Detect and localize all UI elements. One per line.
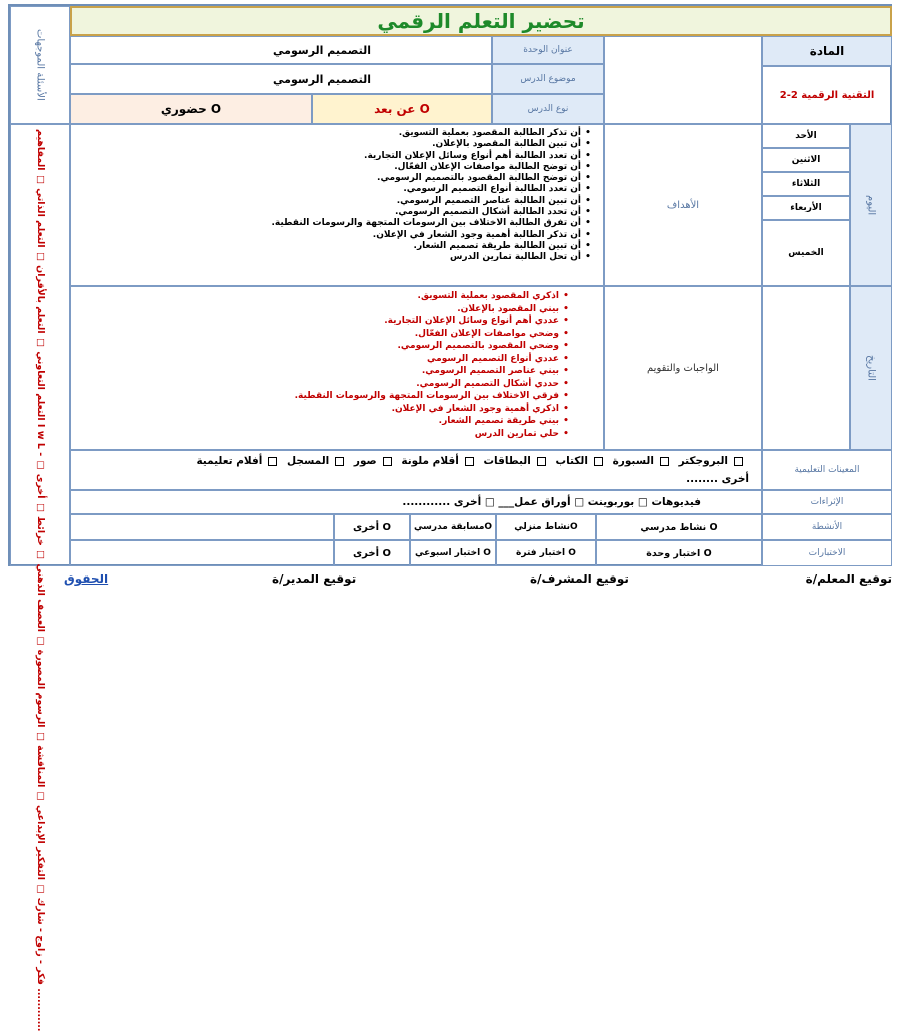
list-item: • بيني عناصر التصميم الرسومي. [71, 365, 573, 378]
list-item: • عددي أهم أنواع وسائل الإعلان التجارية. [71, 315, 573, 328]
assessment-label: الواجبات والتقويم [604, 286, 762, 450]
lesson-label: موضوع الدرس [492, 64, 604, 94]
list-item: • وضحي مواصفات الإعلان الفعّال. [71, 328, 573, 341]
list-item: • أن توضح الطالبة مواصفات الإعلان الفعّال. [71, 162, 595, 173]
activity-home[interactable]: نشاط منزليO [496, 514, 596, 540]
list-item: • أن تذكر الطالبة المقصود بعملية التسويق. [71, 128, 595, 139]
header-blank [604, 36, 762, 124]
subject-label: المادة [762, 36, 892, 66]
type-present[interactable]: حضوري O [70, 94, 312, 124]
aid-label: الكتاب [555, 455, 588, 467]
strategies-panel [10, 124, 70, 1032]
list-item: • اذكري المقصود بعملية التسويق. [71, 290, 573, 303]
tests-label: الاختبارات [762, 540, 892, 566]
aids-other[interactable]: أخرى ........ [686, 473, 749, 485]
aid-checkbox[interactable] [537, 457, 546, 466]
rights-link[interactable]: الحقوق [64, 572, 109, 586]
teacher-signature: توقيع المعلم/ة [805, 572, 892, 586]
list-item: • أن تعدد الطالبة أنواع التصميم الرسومي. [71, 184, 595, 195]
day-monday: الاثنين [762, 148, 850, 172]
enrichment-options [70, 490, 762, 514]
day-label: اليوم [850, 124, 892, 286]
type-remote[interactable]: عن بعد O [312, 94, 492, 124]
day-thursday: الخميس [762, 220, 850, 286]
day-sunday: الأحد [762, 124, 850, 148]
activity-other[interactable]: أخرى O [334, 514, 410, 540]
list-item: • وضحي المقصود بالتصميم الرسومي. [71, 340, 573, 353]
list-item: • أن تبين الطالبة عناصر التصميم الرسومي. [71, 196, 595, 207]
list-item: • أن توضح الطالبة المقصود بالتصميم الرسومي. [71, 173, 595, 184]
aids-row [196, 455, 749, 467]
list-item: • عددي أنواع التصميم الرسومي [71, 353, 573, 366]
list-item: • أن تبين الطالبة المقصود بالإعلان. [71, 139, 595, 150]
list-item: • أن تبين الطالبة طريقة تصميم الشعار. [71, 241, 595, 252]
aids-label: المعينات التعليمية [762, 450, 892, 490]
test-unit[interactable]: اختبار وحدة O [596, 540, 762, 566]
aid-checkbox[interactable] [268, 457, 277, 466]
aid-label: البروجكتر [678, 455, 728, 467]
date-label: التاريخ [850, 286, 892, 450]
list-item: • حددي أشكال التصميم الرسومي. [71, 378, 573, 391]
assessment-list [71, 287, 603, 440]
list-item: • أن تفرق الطالبة الاختلاف بين الرسومات المتجهة والرسومات النقطية. [71, 218, 595, 229]
unit-value: التصميم الرسومي [70, 36, 492, 64]
activity-school[interactable]: نشاط مدرسي O [596, 514, 762, 540]
activity-competition[interactable]: مسابقة مدرسيO [410, 514, 496, 540]
subject-value: التقنية الرقمية 2-2 [762, 66, 892, 124]
title-text: تحضير التعلم الرقمي [377, 9, 585, 33]
aid-checkbox[interactable] [660, 457, 669, 466]
aid-label: أقلام ملونة [401, 455, 459, 467]
test-term[interactable]: اختبار فترة O [496, 540, 596, 566]
aid-checkbox[interactable] [383, 457, 392, 466]
activities-label: الأنشطة [762, 514, 892, 540]
aid-checkbox[interactable] [465, 457, 474, 466]
enrichment-label: الإثراءات [762, 490, 892, 514]
type-label: نوع الدرس [492, 94, 604, 124]
list-item: • أن تعدد الطالبة أهم أنواع وسائل الإعلان التجارية. [71, 151, 595, 162]
list-item: • اذكري أهمية وجود الشعار في الإعلان. [71, 403, 573, 416]
test-weekly[interactable]: اختبار اسبوعي O [410, 540, 496, 566]
aid-checkbox[interactable] [594, 457, 603, 466]
supervisor-signature: توقيع المشرف/ة [530, 572, 629, 586]
list-item: • أن تذكر الطالبة أهمية وجود الشعار في الإعلان. [71, 230, 595, 241]
guiding-questions-label: الأسئلة الموجهات [10, 6, 70, 124]
lesson-value: التصميم الرسومي [70, 64, 492, 94]
page-title [70, 6, 892, 36]
strategies-text: التعلم التعاوني □ التعلم بالأقران □ التعلم الذاتي □ المفاهيم I w L - □ فكر - زاوج - شارك □ التفكير الإبداعي □ المناقشة □ الرسوم المصورة □ العصف الذهني □ خرائط □ أخرى ............ [35, 129, 46, 1032]
aid-label: البطاقات [483, 455, 531, 467]
aids-options [70, 450, 762, 490]
aid-checkbox[interactable] [734, 457, 743, 466]
assessment-list-cell [70, 286, 604, 450]
objectives-label: الأهداف [604, 124, 762, 286]
unit-label: عنوان الوحدة [492, 36, 604, 64]
day-tuesday: الثلاثاء [762, 172, 850, 196]
aid-checkbox[interactable] [335, 457, 344, 466]
aid-label: أفلام تعليمية [196, 455, 263, 467]
list-item: • بيني طريقة تصميم الشعار. [71, 415, 573, 428]
list-item: • حلي تمارين الدرس [71, 428, 573, 441]
activities-blank [70, 514, 334, 540]
date-blank [762, 286, 850, 450]
objectives-list [71, 125, 603, 264]
list-item: • بيني المقصود بالإعلان. [71, 303, 573, 316]
principal-signature: توقيع المدير/ة [272, 572, 357, 586]
aid-label: صور [353, 455, 377, 467]
aid-label: السبورة [612, 455, 654, 467]
test-other[interactable]: أخرى O [334, 540, 410, 566]
objectives-list-cell [70, 124, 604, 286]
aid-label: المسجل [287, 455, 330, 467]
tests-blank [70, 540, 334, 566]
list-item: • أن تحل الطالبة تمارين الدرس [71, 252, 595, 263]
enrichment-text[interactable]: فيديوهات □ بوربوينت □ أوراق عمل___ □ أخرى ............ [402, 496, 701, 508]
list-item: • أن تحدد الطالبة أشكال التصميم الرسومي. [71, 207, 595, 218]
list-item: • فرقي الاختلاف بين الرسومات المتجهة والرسومات النقطية. [71, 390, 573, 403]
day-wednesday: الأربعاء [762, 196, 850, 220]
